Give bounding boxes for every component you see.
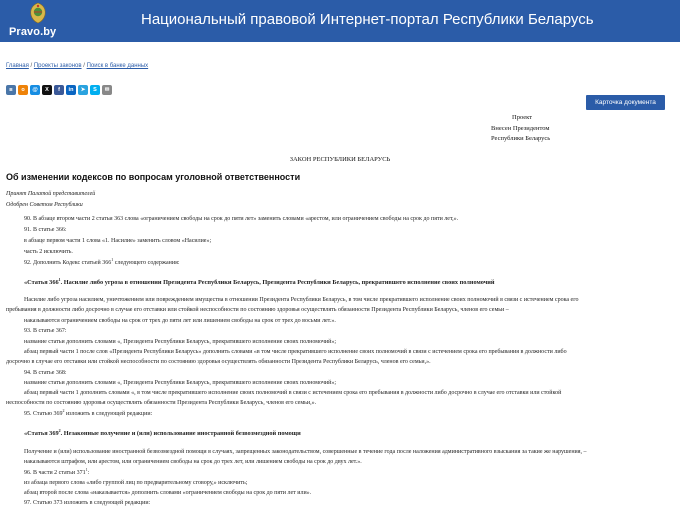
paragraph: 90. В абзаце втором части 2 статьи 363 слова «ограничением свободы на срок до пяти лет» заменить словами «арестом, или ограничением свободы на срок до пяти лет,». bbox=[24, 216, 459, 222]
logo-text: Pravo.by bbox=[9, 26, 57, 38]
paragraph: неспособности по состоянию здоровья осуществлять обязанности Президента Республики Беларусь, членов его семьи,». bbox=[6, 400, 317, 406]
share-bar bbox=[6, 85, 112, 95]
law-title: ЗАКОН РЕСПУБЛИКИ БЕЛАРУСЬ bbox=[289, 156, 391, 163]
document-heading: Об изменении кодексов по вопросам уголовной ответственности bbox=[6, 172, 301, 182]
paragraph: Насилие либо угроза насилием, уничтожением или повреждением имущества в отношении Президента Республики Беларусь, в том числе прекратившего исполнение своих полномочий в связи с истечением срока его bbox=[24, 297, 579, 303]
x-icon[interactable]: X bbox=[42, 85, 52, 95]
paragraph: в абзаце первом части 1 слова «1. Насилие» заменить словом «Насилие»; bbox=[24, 238, 212, 244]
paragraph: 92. Дополнить Кодекс статьей $366^1$ следующего содержания: bbox=[24, 257, 180, 266]
article-heading: «Статья $369^2$. Незаконные получение и (или) использование иностранной безвозмездной помощи bbox=[24, 427, 301, 437]
paragraph: абзац первый части 1 дополнить словами «, в том числе прекратившего исполнение своих полномочий в связи с истечением срока его пребывания в должности либо досрочно в случае его отставки или стойкой bbox=[24, 390, 562, 396]
project-label: Проект bbox=[512, 114, 533, 121]
paragraph: 93. В статье 367: bbox=[24, 328, 67, 334]
paragraph: Получение и (или) использование иностранной безвозмездной помощи в случаях, запрещенных законодательством, совершенные в течение года после наложения административного взыскания за такие же нарушения, – bbox=[24, 449, 587, 455]
breadcrumb-projects[interactable]: Проекты законов bbox=[33, 63, 82, 69]
approved-by: Одобрен Советом Республики bbox=[6, 202, 83, 208]
paragraph: 91. В статье 366: bbox=[24, 227, 67, 233]
paragraph: пребывания в должности либо досрочно в случае его отставки или стойкой неспособности по состоянию здоровья осуществлять обязанности Президента Республики Беларусь, членов его семьи – bbox=[6, 307, 509, 313]
paragraph: из абзаца первого слова «либо группой лиц по предварительному сговору,» исключить; bbox=[24, 480, 248, 486]
emblem-icon bbox=[28, 2, 48, 24]
paragraph: досрочно в случае его отставки или стойкой неспособности по состоянию здоровья осуществлять обязанности Президента Республики Беларусь, членов его семьи,». bbox=[6, 359, 431, 365]
article-heading: «Статья $366^1$. Насилие либо угроза в отношении Президента Республики Беларусь, Президента Республики Беларусь, прекратившего исполнение своих полномочий bbox=[24, 276, 495, 286]
paragraph: 95. Статью $369^2$ изложить в следующей редакции: bbox=[24, 408, 153, 417]
paragraph: название статьи дополнить словами «, Президента Республики Беларусь, прекратившего исполнение своих полномочий»; bbox=[24, 380, 336, 386]
paragraph: 94. В статье 368: bbox=[24, 370, 67, 376]
paragraph: часть 2 исключить. bbox=[24, 249, 73, 255]
paragraph: наказываются штрафом, или арестом, или ограничением свободы на срок до трех лет, или лишением свободы на срок до двух лет.». bbox=[24, 459, 362, 465]
breadcrumb-sep: / bbox=[81, 63, 87, 69]
breadcrumb-sep: / bbox=[28, 63, 34, 69]
email-icon[interactable]: ✉ bbox=[102, 85, 112, 95]
portal-title: Национальный правовой Интернет-портал Республики Беларусь bbox=[141, 11, 594, 28]
introduced-by: Внесен Президентом bbox=[491, 125, 550, 132]
telegram-icon[interactable]: ➤ bbox=[78, 85, 88, 95]
paragraph: наказываются ограничением свободы на срок от трех до пяти лет или лишением свободы на срок от трех до восьми лет.». bbox=[24, 318, 336, 324]
site-logo[interactable] bbox=[4, 1, 68, 41]
adopted-by: Принят Палатой представителей bbox=[6, 191, 96, 197]
paragraph: абзац первый части 1 после слов «Президента Республики Беларусь» дополнить словами «в том числе прекратившего исполнение своих полномочий в связи с истечением срока его пребывания в должности либо bbox=[24, 349, 567, 355]
breadcrumb-search[interactable]: Поиск в банке данных bbox=[86, 63, 149, 69]
facebook-icon[interactable]: f bbox=[54, 85, 64, 95]
paragraph: название статьи дополнить словами «, Президента Республики Беларусь, прекратившего исполнение своих полномочий»; bbox=[24, 339, 336, 345]
breadcrumb bbox=[6, 63, 148, 69]
skype-icon[interactable]: S bbox=[90, 85, 100, 95]
paragraph: абзац второй после слова «наказывается» дополнить словами «ограничением свободы на срок до пяти лет или». bbox=[24, 490, 312, 496]
introduced-by-republic: Республики Беларусь bbox=[491, 135, 551, 142]
ok-icon[interactable]: о bbox=[18, 85, 28, 95]
paragraph: 96. В части 2 статьи $371^1$: bbox=[24, 467, 90, 476]
breadcrumb-home[interactable]: Главная bbox=[6, 63, 29, 69]
linkedin-icon[interactable]: in bbox=[66, 85, 76, 95]
vk-icon[interactable]: в bbox=[6, 85, 16, 95]
mail-icon[interactable]: @ bbox=[30, 85, 40, 95]
paragraph: 97. Статью 373 изложить в следующей редакции: bbox=[24, 500, 151, 506]
site-header bbox=[0, 0, 680, 42]
document-card-button[interactable]: Карточка документа bbox=[586, 95, 665, 110]
